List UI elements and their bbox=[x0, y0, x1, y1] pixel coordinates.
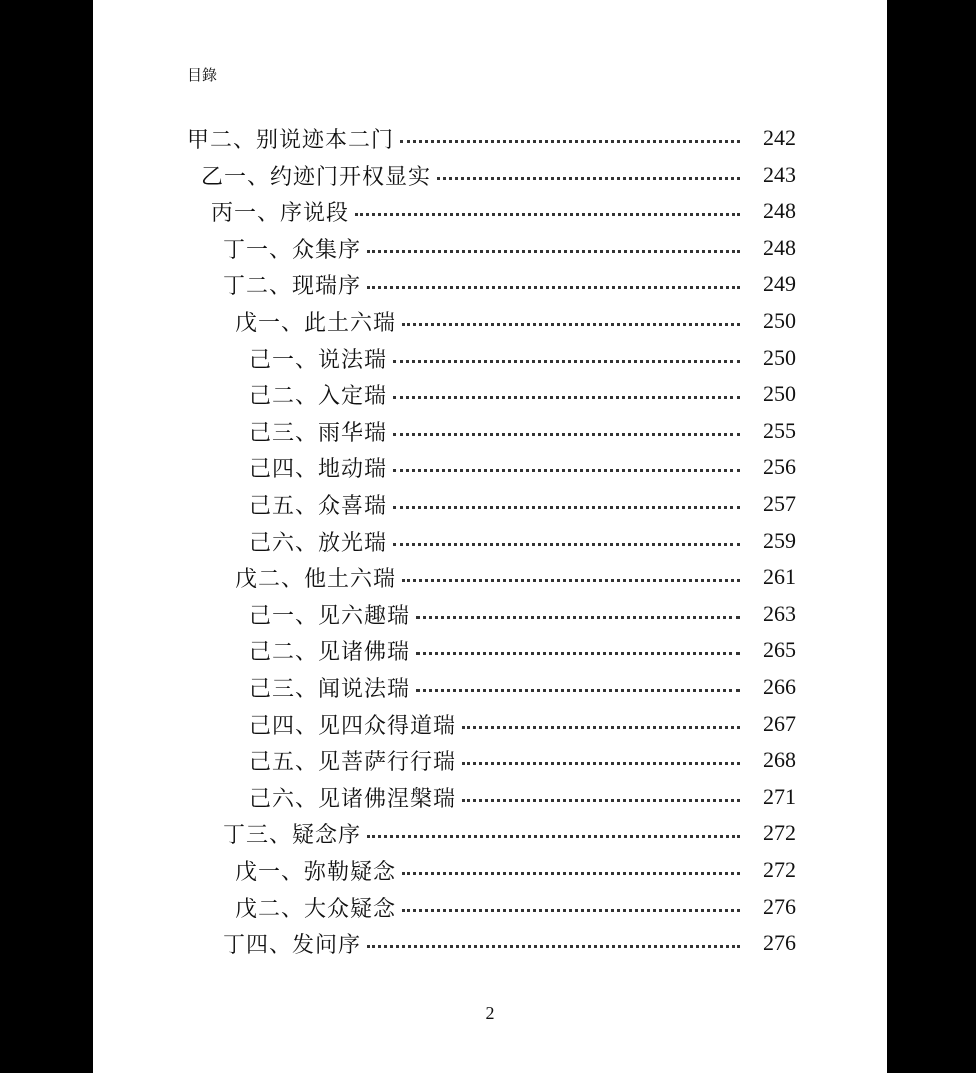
toc-entry[interactable] bbox=[249, 340, 796, 376]
dot-leader bbox=[462, 726, 740, 729]
dot-leader bbox=[393, 396, 740, 399]
dot-leader bbox=[416, 689, 740, 692]
toc-entry-label: 己二、见诸佛瑞 bbox=[249, 639, 411, 665]
toc-entry-page: 276 bbox=[763, 930, 796, 955]
toc-entry-label: 丁二、现瑞序 bbox=[223, 273, 362, 299]
toc-entry-label: 己三、雨华瑞 bbox=[249, 420, 388, 446]
dot-leader bbox=[393, 543, 740, 546]
toc-entry[interactable] bbox=[223, 815, 796, 851]
toc-entry[interactable] bbox=[249, 669, 796, 705]
toc-entry-page: 266 bbox=[763, 674, 796, 699]
toc-entry-page: 255 bbox=[763, 418, 796, 443]
toc-entry-page: 242 bbox=[763, 125, 796, 150]
toc-entry-label: 戊一、此土六瑞 bbox=[235, 310, 397, 336]
toc-entry[interactable] bbox=[249, 779, 796, 815]
dot-leader bbox=[416, 652, 740, 655]
toc-entry-label: 戊二、他土六瑞 bbox=[235, 566, 397, 592]
toc-entry-label: 己二、入定瑞 bbox=[249, 383, 388, 409]
toc-entry-label: 丁一、众集序 bbox=[223, 237, 362, 263]
toc-entry-label: 己五、见菩萨行行瑞 bbox=[249, 749, 457, 775]
toc-entry-page: 259 bbox=[763, 528, 796, 553]
toc-entry-label: 己一、说法瑞 bbox=[249, 347, 388, 373]
toc-entry-label: 己五、众喜瑞 bbox=[249, 493, 388, 519]
toc-entry-page: 272 bbox=[763, 857, 796, 882]
dot-leader bbox=[402, 579, 740, 582]
toc-entry-label: 丙一、序说段 bbox=[211, 200, 350, 226]
document-page bbox=[93, 0, 887, 1073]
toc-entry[interactable] bbox=[249, 632, 796, 668]
toc-entry[interactable] bbox=[235, 303, 796, 339]
toc-entry-page: 261 bbox=[763, 564, 796, 589]
toc-entry-label: 戊一、弥勒疑念 bbox=[235, 859, 397, 885]
toc-entry[interactable] bbox=[187, 120, 796, 156]
toc-entry[interactable] bbox=[249, 376, 796, 412]
toc-entry[interactable] bbox=[249, 742, 796, 778]
toc-entry-page: 257 bbox=[763, 491, 796, 516]
toc-entry[interactable] bbox=[235, 852, 796, 888]
toc-entry-page: 250 bbox=[763, 308, 796, 333]
dot-leader bbox=[416, 616, 740, 619]
toc-entry-label: 丁三、疑念序 bbox=[223, 822, 362, 848]
dot-leader bbox=[393, 506, 740, 509]
toc-entry-page: 267 bbox=[763, 711, 796, 736]
dot-leader bbox=[437, 177, 740, 180]
toc-entry-page: 256 bbox=[763, 454, 796, 479]
toc-entry-page: 263 bbox=[763, 601, 796, 626]
toc-entry[interactable] bbox=[249, 486, 796, 522]
toc-entry[interactable] bbox=[249, 449, 796, 485]
toc-entry[interactable] bbox=[211, 193, 796, 229]
toc-entry-label: 甲二、别说迹本二门 bbox=[187, 127, 395, 153]
toc-entry[interactable] bbox=[223, 925, 796, 961]
toc-entry-page: 265 bbox=[763, 637, 796, 662]
toc-entry[interactable] bbox=[235, 889, 796, 925]
dot-leader bbox=[367, 250, 740, 253]
toc-entry[interactable] bbox=[235, 559, 796, 595]
toc-entry-label: 丁四、发问序 bbox=[223, 932, 362, 958]
toc-entry-label: 己一、见六趣瑞 bbox=[249, 603, 411, 629]
toc-entry-page: 243 bbox=[763, 162, 796, 187]
toc-entry-page: 248 bbox=[763, 198, 796, 223]
toc-entry-page: 268 bbox=[763, 747, 796, 772]
toc-entry-label: 戊二、大众疑念 bbox=[235, 896, 397, 922]
toc-entry-label: 己四、地动瑞 bbox=[249, 456, 388, 482]
dot-leader bbox=[402, 323, 740, 326]
dot-leader bbox=[355, 213, 740, 216]
dot-leader bbox=[393, 360, 740, 363]
dot-leader bbox=[402, 909, 740, 912]
toc-entry[interactable] bbox=[249, 596, 796, 632]
toc-entry-page: 271 bbox=[763, 784, 796, 809]
dot-leader bbox=[393, 469, 740, 472]
dot-leader bbox=[367, 945, 740, 948]
dot-leader bbox=[402, 872, 740, 875]
dot-leader bbox=[367, 286, 740, 289]
running-head: 目錄 bbox=[187, 66, 218, 84]
toc-entry-label: 乙一、约迹门开权显实 bbox=[201, 164, 432, 190]
toc-entry-label: 己六、放光瑞 bbox=[249, 530, 388, 556]
dot-leader bbox=[462, 799, 740, 802]
dot-leader bbox=[462, 762, 740, 765]
toc-entry[interactable] bbox=[249, 413, 796, 449]
toc-entry[interactable] bbox=[249, 523, 796, 559]
toc-entry-page: 248 bbox=[763, 235, 796, 260]
dot-leader bbox=[400, 140, 740, 143]
toc-entry-page: 250 bbox=[763, 381, 796, 406]
dot-leader bbox=[367, 835, 740, 838]
dot-leader bbox=[393, 433, 740, 436]
toc-entry-label: 己六、见诸佛涅槃瑞 bbox=[249, 786, 457, 812]
toc-entry-page: 272 bbox=[763, 820, 796, 845]
toc-entry[interactable] bbox=[249, 706, 796, 742]
toc-entry-label: 己三、闻说法瑞 bbox=[249, 676, 411, 702]
toc-entry-page: 276 bbox=[763, 894, 796, 919]
toc-entry[interactable] bbox=[223, 230, 796, 266]
toc-entry[interactable] bbox=[223, 266, 796, 302]
toc-entry[interactable] bbox=[201, 157, 796, 193]
toc-entry-page: 249 bbox=[763, 271, 796, 296]
toc-entry-page: 250 bbox=[763, 345, 796, 370]
page-number: 2 bbox=[485, 1003, 495, 1023]
toc-entry-label: 己四、见四众得道瑞 bbox=[249, 713, 457, 739]
